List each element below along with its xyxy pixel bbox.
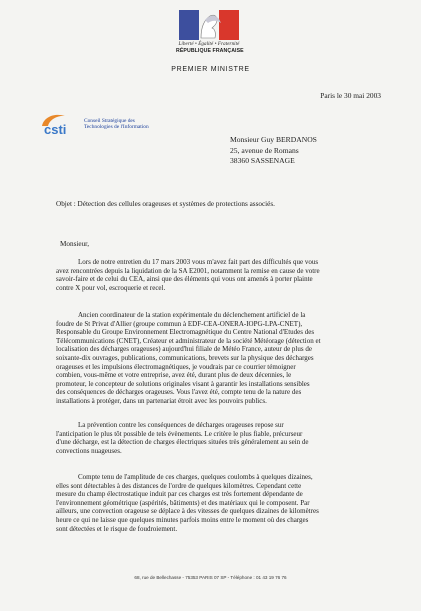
paragraph-line: Ancien coordinateur de la station expérimentale du déclenchement artificiel de la	[78, 311, 306, 319]
paragraph-line: l'anticipation le plus tôt possible de tels évènements. Le critère le plus fiable, précurseur	[56, 429, 303, 438]
paragraph-line: Lors de notre entretien du 17 mars 2003 vous m'avez fait part des difficultés que vous	[78, 258, 319, 266]
body-paragraph-1	[56, 258, 366, 292]
paragraph-line: heure ce qui ne laisse que quelques minutes parfois moins entre le moment où des charges	[56, 515, 309, 524]
paragraph-line: Télécommunications (CNET), Créateur et administrateur de la société Météorage (détection et	[56, 336, 321, 345]
footer-address: 68, rue de Bellechasse - 75353 PARIS 07 SP - Téléphone : 01 43 19 76 76	[134, 575, 287, 580]
sender-name-line2: Technologies de l'Information	[84, 124, 149, 131]
csti-logo-icon	[40, 113, 80, 137]
paragraph-line: elles sont détectables à des distances de l'ordre de quelques kilomètres. Cependant cette	[56, 481, 302, 490]
office-title: PREMIER MINISTRE	[171, 66, 250, 73]
sender-name-line1: Conseil Stratégique des	[84, 118, 135, 124]
paragraph-line: promoteur, le concepteur de solutions originales visant à garantir les installations sensibles	[56, 379, 310, 388]
paragraph-line: foudre de St Privat d'Allier (groupe commun à EDF-CEA-ONERA-IOPG-LPA-CNET),	[56, 319, 303, 328]
paragraph-line: sont détectées et le risque de foudroiement.	[56, 524, 178, 533]
body-paragraph-3	[56, 421, 366, 455]
motto-text: Liberté • Égalité • Fraternité	[178, 42, 240, 47]
paragraph-line: des conséquences de décharges orageuses. Vous l'avez été, compte tenu de la nature des	[56, 388, 302, 397]
recipient-line: 38360 SASSENAGE	[230, 156, 295, 166]
paragraph-line: installations à protéger, dans un partenariat étroit avec les pouvoirs publics.	[56, 396, 267, 405]
paragraph-line: avez rencontrées depuis la liquidation de la SA E2001, notamment la remise en cause de votre	[56, 266, 320, 275]
csti-logo-text: csti	[44, 122, 67, 137]
recipient-address	[230, 135, 317, 167]
paragraph-line: orageuses et les impulsions électromagnétiques, je voudrais par ce courrier témoigner	[56, 362, 296, 371]
sender-name	[84, 118, 149, 131]
paragraph-line: La prévention contre les conséquences de décharges orageuses repose sur	[78, 421, 284, 429]
body-paragraph-2	[56, 311, 366, 406]
marianne-logo-icon	[179, 10, 239, 40]
paragraph-line: convections nuageuses.	[56, 446, 122, 455]
greeting: Monsieur,	[60, 240, 90, 248]
republique-francaise-logo	[176, 10, 242, 54]
paragraph-line: combien, vous-même et votre entreprise, avez été, durant plus de deux décennies, le	[56, 371, 292, 380]
recipient-line: Monsieur Guy BERDANOS	[230, 135, 317, 144]
letter-date: Paris le 30 mai 2003	[320, 91, 381, 100]
paragraph-line: contre X pour vol, escroquerie et recel.	[56, 283, 166, 292]
body-paragraph-4	[56, 473, 366, 533]
paragraph-line: soixante-dix ouvrages, publications, communications, brevets sur la physique des décharges	[56, 353, 314, 362]
paragraph-line: mesure du champ électrostatique induit par ces charges est très fortement dépendante de	[56, 490, 303, 499]
paragraph-line: Compte tenu de l'amplitude de ces charges, quelques coulombs à quelques dizaines,	[78, 473, 313, 481]
subject-line: Objet : Détection des cellules orageuses et systèmes de protections associés.	[56, 200, 275, 208]
paragraph-line: ailleurs, une convection orageuse se déplace à des vitesses de quelques dizaines de kilomètres	[56, 507, 319, 516]
paragraph-line: savoir-faire et de celui du CEA, ainsi que des éléments qui vous ont amenés à porter plainte	[56, 275, 313, 284]
paragraph-line: localisation des décharges orageuses) aujourd'hui filiale de Météo France, auteur de plus de	[56, 345, 312, 354]
recipient-line: 25, avenue de Romans	[230, 145, 299, 155]
paragraph-line: l'environnement géométrique (aspérités, bâtiments) et des matériaux qui le composent. Par	[56, 498, 310, 507]
paragraph-line: Responsable du Groupe Environnement Electromagnétique du Centre National d'Etudes des	[56, 328, 315, 337]
paragraph-line: d'une décharge, est la détection de charges électriques situées très généralement au sein de	[56, 438, 309, 447]
republic-label: RÉPUBLIQUE FRANÇAISE	[176, 48, 244, 54]
